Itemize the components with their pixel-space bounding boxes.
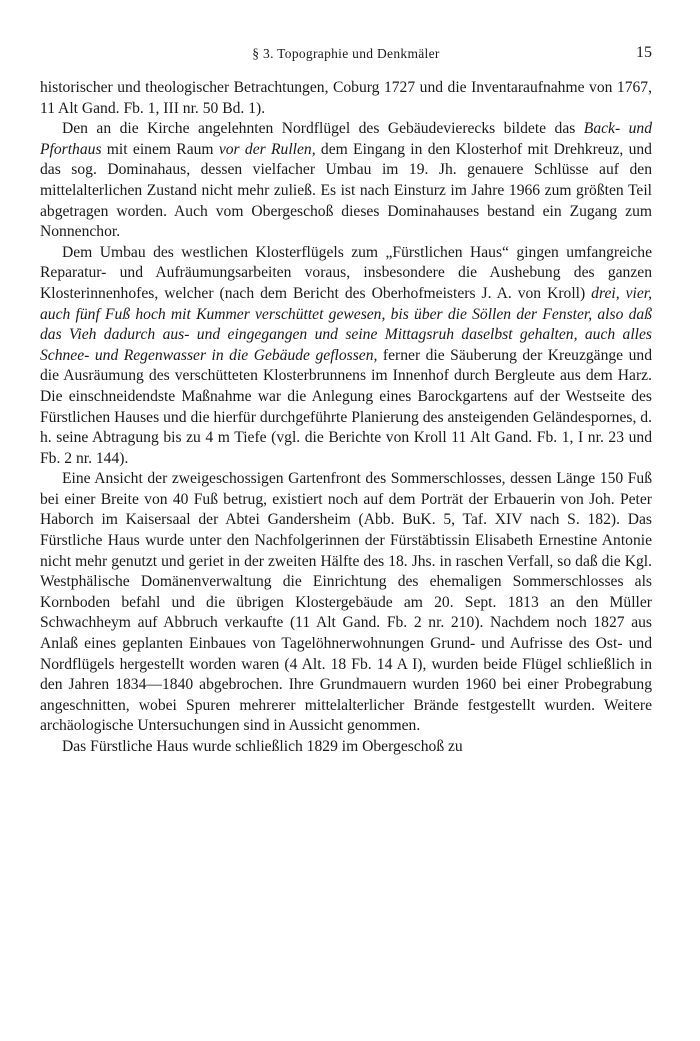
italic-quote: vor der Rullen, <box>218 140 316 158</box>
running-head: § 3. Topographie und Denkmäler <box>252 46 440 61</box>
text-run: historischer und theologischer Betrachtungen, Coburg 1727 und die Inventaraufnahme von 1767, 11 Alt Gand. Fb. 1, III nr. 50 Bd. 1). <box>40 79 652 117</box>
document-page <box>40 46 652 758</box>
text-run: Eine Ansicht der zweigeschossigen Gartenfront des Sommerschlosses, dessen Länge 150 Fuß bei einer Breite von 40 Fuß betrug, existiert noch auf dem Porträt der Erbauerin von Joh. Peter Haborch im Kaisersaal der Abtei Gandersheim (Abb. BuK. 5, Taf. XIV nach S. 182). Das Fürstliche Haus wurde unter den Nachfolgerinnen der Fürstäbtissin Elisabeth Ernestine Antonie nicht mehr genutzt und geriet in der zweiten Hälfte des 18. Jhs. in raschen Verfall, so daß die Kgl. Westphälische Domänenverwaltung die Einrichtung des ehemaligen Sommerschlosses als Kornboden befahl und die übrigen Klostergebäude am 20. Sept. 1813 an den Müller Schwachheym auf Abbruch verkaufte (11 Alt Gand. Fb. 2 nr. 210). Nachdem noch 1827 aus Anlaß eines geplanten Einbaues von Tagelöhnerwohnungen Grund- und Aufrisse des Ost- und Nordflügels hergestellt worden waren (4 Alt. 18 Fb. 14 A I), wurden beide Flügel schließlich in den Jahren 1834—1840 abgebrochen. Ihre Grundmauern wurden 1960 bei einer Probegrabung angeschnitten, wobei Spuren mehrerer mittelalterlicher Brände festgestellt wurden. Weitere archäologische Untersuchungen sind in Aussicht genommen. <box>40 470 652 735</box>
text-run: Dem Umbau des westlichen Klosterflügels zum „Fürstlichen Haus“ gingen umfangreiche Reparatur- und Aufräumungsarbeiten voraus, insbesondere die Aushebung des ganzen Klosterinnenhofes, welcher (nach dem Bericht des Oberhofmeisters J. A. von Kroll) <box>40 243 652 302</box>
paragraph <box>40 737 652 758</box>
paragraph <box>40 469 652 737</box>
paragraph <box>40 119 652 243</box>
text-run: Das Fürstliche Haus wurde schließlich 1829 im Obergeschoß zu <box>62 738 463 755</box>
page-number: 15 <box>636 44 652 61</box>
text-run: dem Eingang in den Klosterhof mit Drehkreuz, und das sog. Dominahaus, dessen vielfacher Umbau im 19. Jh. genauere Schlüsse auf den mittelalterlichen Zustand nicht mehr zuließ. Es ist nach Einsturz im Jahre 1966 zum größten Teil abgetragen worden. Auch vom Obergeschoß dieses Dominahauses bestand ein Zugang zum Nonnenchor. <box>40 140 652 241</box>
italic-quote: drei, vier, auch fünf Fuß hoch mit Kummer verschüttet gewesen, bis über die Söllen der Fenster, also daß das Vieh dadurch aus- und eingegangen und seine Mittagsruh daselbst gehalten, auch alles Schnee- und Regenwasser in die Gebäude geflossen, <box>40 284 652 364</box>
text-run: ferner die Säuberung der Kreuzgänge und die Ausräumung des verschütteten Klosterbrunnens im Innenhof durch Bergleute aus dem Harz. Die einschneidendste Maßnahme war die Anlegung eines Barockgartens auf der Westseite des Fürstlichen Hauses und die hierfür durchgeführte Planierung des ansteigenden Geländespornes, d. h. seine Abtragung bis zu 4 m Tiefe (vgl. die Berichte von Kroll 11 Alt Gand. Fb. 1, I nr. 23 und Fb. 2 nr. 144). <box>40 346 652 467</box>
italic-quote: Back- und Pforthaus <box>40 120 652 158</box>
paragraph <box>40 78 652 119</box>
paragraph <box>40 243 652 470</box>
text-run: Den an die Kirche angelehnten Nordflügel des Gebäudevierecks bildete das <box>62 120 584 138</box>
text-run: mit einem Raum <box>101 140 219 158</box>
page-header <box>40 46 652 68</box>
body-text <box>40 78 652 758</box>
